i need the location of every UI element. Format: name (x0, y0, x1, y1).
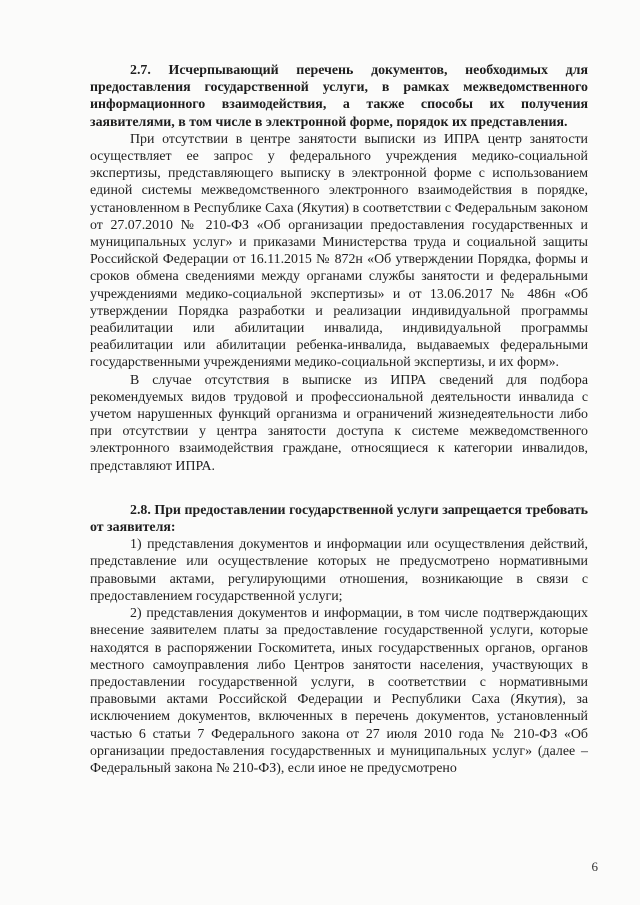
page-content (90, 62, 588, 777)
section-2-7-heading: 2.7. Исчерпывающий перечень документов, необходимых для предоставления государственной услуги, в рамках межведомственного информационного взаимодействия, а также способы их получения заявителями, в том числе в электронной форме, порядок их представления. (90, 63, 588, 130)
section-2-8-item-1: 1) представления документов и информации или осуществления действий, представление или осуществление которых не предусмотрено нормативными правовыми актами, регулирующими отношения, возникающие в связи с предоставлением государственной услуги; (90, 537, 588, 604)
section-spacer (90, 475, 588, 502)
page-number: 6 (591, 859, 598, 874)
section-2-8-item-2: 2) представления документов и информации, в том числе подтверждающих внесение заявителем платы за предоставление государственной услуги, которые находятся в распоряжении Госкомитета, иных государственных органов, органов местного самоуправления либо Центров занятости населения, участвующих в предоставлении государственной услуги, в соответствии с нормативными правовыми актами Российской Федерации и Республики Саха (Якутия), за исключением документов, включенных в перечень документов, установленный частью 6 статьи 7 Федерального закона от 27 июля 2010 года № 210-ФЗ «Об организации предоставления государственных и муниципальных услуг» (далее – Федеральный закона № 210-ФЗ), если иное не предусмотрено (90, 606, 588, 776)
section-2-8-heading: 2.8. При предоставлении государственной услуги запрещается требовать от заявителя: (90, 502, 588, 536)
section-2-7-paragraph-1: При отсутствии в центре занятости выписки из ИПРА центр занятости осуществляет ее запрос у федерального учреждения медико-социальной экспертизы, представляющего выписку в электронной форме с использованием единой системы межведомственного электронного взаимодействия в порядке, установленном в Республике Саха (Якутия) в соответствии с Федеральным законом от 27.07.2010 № 210-ФЗ «Об организации предоставления государственных и муниципальных услуг» и приказами Министерства труда и социальной защиты Российской Федерации от 16.11.2015 № 872н «Об утверждении Порядка, формы и сроков обмена сведениями между органами службы занятости и федеральными учреждениями медико-социальной экспертизы» и от 13.06.2017 № 486н «Об утверждении Порядка разработки и реализации индивидуальной программы реабилитации или абилитации инвалида, индивидуальной программы реабилитации или абилитации ребенка-инвалида, выдаваемых федеральными государственными учреждениями медико-социальной экспертизы, и их форм». (90, 131, 588, 371)
section-2-7-paragraph-2: В случае отсутствия в выписке из ИПРА сведений для подбора рекомендуемых видов трудовой и профессиональной деятельности инвалида с учетом нарушенных функций организма и ограничений жизнедеятельности либо при отсутствии у центра занятости доступа к системе межведомственного электронного взаимодействия граждане, относящиеся к категории инвалидов, представляют ИПРА. (90, 372, 588, 474)
